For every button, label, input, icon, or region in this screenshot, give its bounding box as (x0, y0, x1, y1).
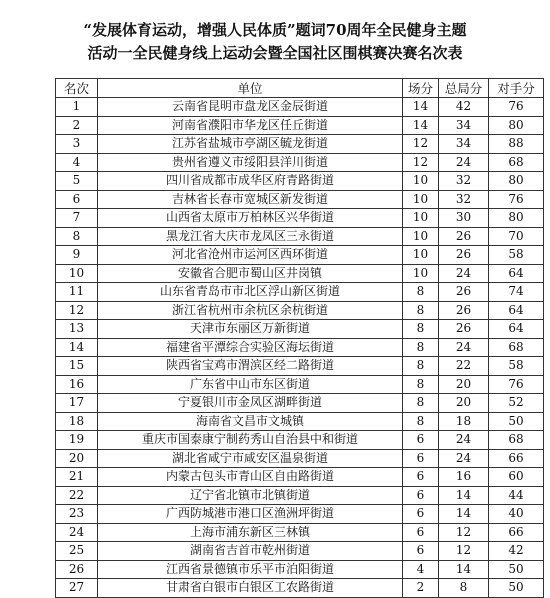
cell-opponent-points: 80 (489, 172, 544, 191)
cell-rank: 3 (56, 135, 98, 154)
cell-match-points: 6 (403, 505, 439, 524)
cell-unit: 浙江省杭州市余杭区余杭街道 (98, 301, 403, 320)
cell-total-game-points: 24 (439, 153, 489, 172)
cell-match-points: 6 (403, 523, 439, 542)
cell-match-points: 4 (403, 560, 439, 579)
ranking-table (55, 78, 544, 598)
cell-unit: 海南省文昌市文城镇 (98, 412, 403, 431)
cell-total-game-points: 26 (439, 283, 489, 302)
cell-opponent-points: 68 (489, 338, 544, 357)
cell-total-game-points: 32 (439, 172, 489, 191)
cell-opponent-points: 50 (489, 560, 544, 579)
table-row (56, 560, 544, 579)
cell-opponent-points: 64 (489, 320, 544, 339)
table-row (56, 246, 544, 265)
table-row (56, 301, 544, 320)
cell-total-game-points: 26 (439, 227, 489, 246)
cell-match-points: 10 (403, 190, 439, 209)
cell-rank: 20 (56, 449, 98, 468)
cell-opponent-points: 58 (489, 246, 544, 265)
cell-unit: 四川省成都市成华区府青路街道 (98, 172, 403, 191)
cell-opponent-points: 50 (489, 579, 544, 598)
table-row (56, 357, 544, 376)
cell-unit: 湖北省咸宁市咸安区温泉街道 (98, 449, 403, 468)
table-row (56, 394, 544, 413)
cell-opponent-points: 76 (489, 98, 544, 117)
cell-total-game-points: 14 (439, 486, 489, 505)
cell-total-game-points: 12 (439, 523, 489, 542)
cell-unit: 江苏省盐城市亭湖区毓龙街道 (98, 135, 403, 154)
cell-rank: 15 (56, 357, 98, 376)
cell-match-points: 6 (403, 431, 439, 450)
header-match-points: 场分 (403, 79, 439, 98)
cell-total-game-points: 26 (439, 301, 489, 320)
table-row (56, 505, 544, 524)
cell-match-points: 12 (403, 153, 439, 172)
cell-unit: 黑龙江省大庆市龙凤区三永街道 (98, 227, 403, 246)
cell-opponent-points: 42 (489, 542, 544, 561)
cell-unit: 辽宁省北镇市北镇街道 (98, 486, 403, 505)
cell-opponent-points: 66 (489, 449, 544, 468)
cell-total-game-points: 42 (439, 98, 489, 117)
cell-rank: 25 (56, 542, 98, 561)
table-body (56, 98, 544, 598)
cell-total-game-points: 12 (439, 542, 489, 561)
cell-total-game-points: 24 (439, 264, 489, 283)
cell-total-game-points: 20 (439, 375, 489, 394)
cell-opponent-points: 64 (489, 301, 544, 320)
cell-unit: 宁夏银川市金凤区湖畔街道 (98, 394, 403, 413)
cell-rank: 26 (56, 560, 98, 579)
cell-opponent-points: 58 (489, 357, 544, 376)
cell-opponent-points: 68 (489, 431, 544, 450)
cell-total-game-points: 32 (439, 190, 489, 209)
cell-rank: 19 (56, 431, 98, 450)
cell-match-points: 6 (403, 486, 439, 505)
cell-unit: 重庆市国泰康宁制药秀山自治县中和街道 (98, 431, 403, 450)
cell-opponent-points: 70 (489, 227, 544, 246)
cell-match-points: 8 (403, 357, 439, 376)
cell-opponent-points: 66 (489, 523, 544, 542)
table-row (56, 523, 544, 542)
table-row (56, 579, 544, 598)
cell-opponent-points: 80 (489, 116, 544, 135)
cell-opponent-points: 44 (489, 486, 544, 505)
cell-opponent-points: 88 (489, 135, 544, 154)
cell-unit: 安徽省合肥市蜀山区井岗镇 (98, 264, 403, 283)
cell-unit: 江西省景德镇市乐平市泊阳街道 (98, 560, 403, 579)
cell-unit: 山东省青岛市市北区浮山新区街道 (98, 283, 403, 302)
cell-unit: 广东省中山市东区街道 (98, 375, 403, 394)
table-row (56, 320, 544, 339)
cell-opponent-points: 74 (489, 283, 544, 302)
cell-total-game-points: 14 (439, 505, 489, 524)
table-row (56, 98, 544, 117)
table-row (56, 449, 544, 468)
table-header-row (56, 79, 544, 98)
cell-unit: 上海市浦东新区三林镇 (98, 523, 403, 542)
cell-match-points: 14 (403, 98, 439, 117)
cell-rank: 14 (56, 338, 98, 357)
cell-match-points: 10 (403, 264, 439, 283)
cell-unit: 云南省昆明市盘龙区金辰街道 (98, 98, 403, 117)
cell-match-points: 6 (403, 468, 439, 487)
cell-match-points: 2 (403, 579, 439, 598)
cell-rank: 16 (56, 375, 98, 394)
cell-opponent-points: 68 (489, 153, 544, 172)
cell-total-game-points: 16 (439, 468, 489, 487)
header-unit: 单位 (98, 79, 403, 98)
cell-opponent-points: 64 (489, 264, 544, 283)
table-row (56, 135, 544, 154)
cell-match-points: 14 (403, 116, 439, 135)
title-line-1: “发展体育运动，增强人民体质”题词70周年全民健身主题 (83, 21, 467, 39)
cell-rank: 6 (56, 190, 98, 209)
cell-opponent-points: 60 (489, 468, 544, 487)
title-line-2: 活动一全民健身线上运动会暨全国社区围棋赛决赛名次表 (87, 44, 463, 62)
cell-match-points: 8 (403, 412, 439, 431)
table-row (56, 116, 544, 135)
cell-match-points: 8 (403, 301, 439, 320)
table-row (56, 468, 544, 487)
cell-rank: 1 (56, 98, 98, 117)
cell-rank: 2 (56, 116, 98, 135)
cell-rank: 4 (56, 153, 98, 172)
cell-unit: 广西防城港市港口区渔洲坪街道 (98, 505, 403, 524)
cell-total-game-points: 26 (439, 320, 489, 339)
cell-rank: 27 (56, 579, 98, 598)
cell-unit: 天津市东丽区万新街道 (98, 320, 403, 339)
table-row (56, 264, 544, 283)
cell-unit: 湖南省吉首市乾州街道 (98, 542, 403, 561)
cell-match-points: 6 (403, 449, 439, 468)
table-row (56, 153, 544, 172)
cell-total-game-points: 8 (439, 579, 489, 598)
cell-rank: 12 (56, 301, 98, 320)
cell-total-game-points: 14 (439, 560, 489, 579)
table-row (56, 172, 544, 191)
cell-unit: 内蒙古包头市青山区自由路街道 (98, 468, 403, 487)
cell-unit: 吉林省长春市宽城区新发街道 (98, 190, 403, 209)
cell-opponent-points: 40 (489, 505, 544, 524)
cell-match-points: 8 (403, 338, 439, 357)
header-rank: 名次 (56, 79, 98, 98)
cell-match-points: 8 (403, 283, 439, 302)
table-row (56, 283, 544, 302)
cell-unit: 甘肃省白银市白银区工农路街道 (98, 579, 403, 598)
cell-match-points: 8 (403, 394, 439, 413)
cell-total-game-points: 20 (439, 394, 489, 413)
table-row (56, 375, 544, 394)
cell-rank: 21 (56, 468, 98, 487)
cell-match-points: 12 (403, 135, 439, 154)
table-row (56, 486, 544, 505)
cell-opponent-points: 50 (489, 412, 544, 431)
cell-total-game-points: 34 (439, 116, 489, 135)
table-row (56, 431, 544, 450)
table-row (56, 542, 544, 561)
cell-match-points: 10 (403, 172, 439, 191)
table-row (56, 338, 544, 357)
cell-opponent-points: 80 (489, 209, 544, 228)
cell-rank: 11 (56, 283, 98, 302)
cell-unit: 贵州省遵义市绥阳县洋川街道 (98, 153, 403, 172)
cell-unit: 河南省濮阳市华龙区任丘街道 (98, 116, 403, 135)
cell-match-points: 10 (403, 227, 439, 246)
cell-rank: 8 (56, 227, 98, 246)
cell-opponent-points: 76 (489, 190, 544, 209)
table-row (56, 209, 544, 228)
cell-unit: 河北省沧州市运河区西环街道 (98, 246, 403, 265)
cell-rank: 9 (56, 246, 98, 265)
cell-rank: 7 (56, 209, 98, 228)
cell-rank: 5 (56, 172, 98, 191)
cell-match-points: 6 (403, 542, 439, 561)
cell-opponent-points: 52 (489, 394, 544, 413)
cell-match-points: 8 (403, 320, 439, 339)
cell-unit: 陕西省宝鸡市渭滨区经二路街道 (98, 357, 403, 376)
cell-total-game-points: 22 (439, 357, 489, 376)
cell-total-game-points: 30 (439, 209, 489, 228)
cell-rank: 22 (56, 486, 98, 505)
cell-opponent-points: 76 (489, 375, 544, 394)
cell-total-game-points: 34 (439, 135, 489, 154)
cell-match-points: 10 (403, 209, 439, 228)
cell-rank: 18 (56, 412, 98, 431)
cell-rank: 13 (56, 320, 98, 339)
cell-total-game-points: 24 (439, 449, 489, 468)
cell-rank: 23 (56, 505, 98, 524)
table-row (56, 227, 544, 246)
cell-total-game-points: 24 (439, 431, 489, 450)
cell-rank: 10 (56, 264, 98, 283)
header-opponent-points: 对手分 (489, 79, 544, 98)
cell-unit: 福建省平潭综合实验区海坛街道 (98, 338, 403, 357)
cell-rank: 24 (56, 523, 98, 542)
cell-rank: 17 (56, 394, 98, 413)
cell-unit: 山西省太原市万柏林区兴华街道 (98, 209, 403, 228)
cell-total-game-points: 18 (439, 412, 489, 431)
cell-total-game-points: 24 (439, 338, 489, 357)
header-total-game-points: 总局分 (439, 79, 489, 98)
cell-match-points: 8 (403, 375, 439, 394)
cell-match-points: 10 (403, 246, 439, 265)
cell-total-game-points: 26 (439, 246, 489, 265)
table-row (56, 412, 544, 431)
table-row (56, 190, 544, 209)
